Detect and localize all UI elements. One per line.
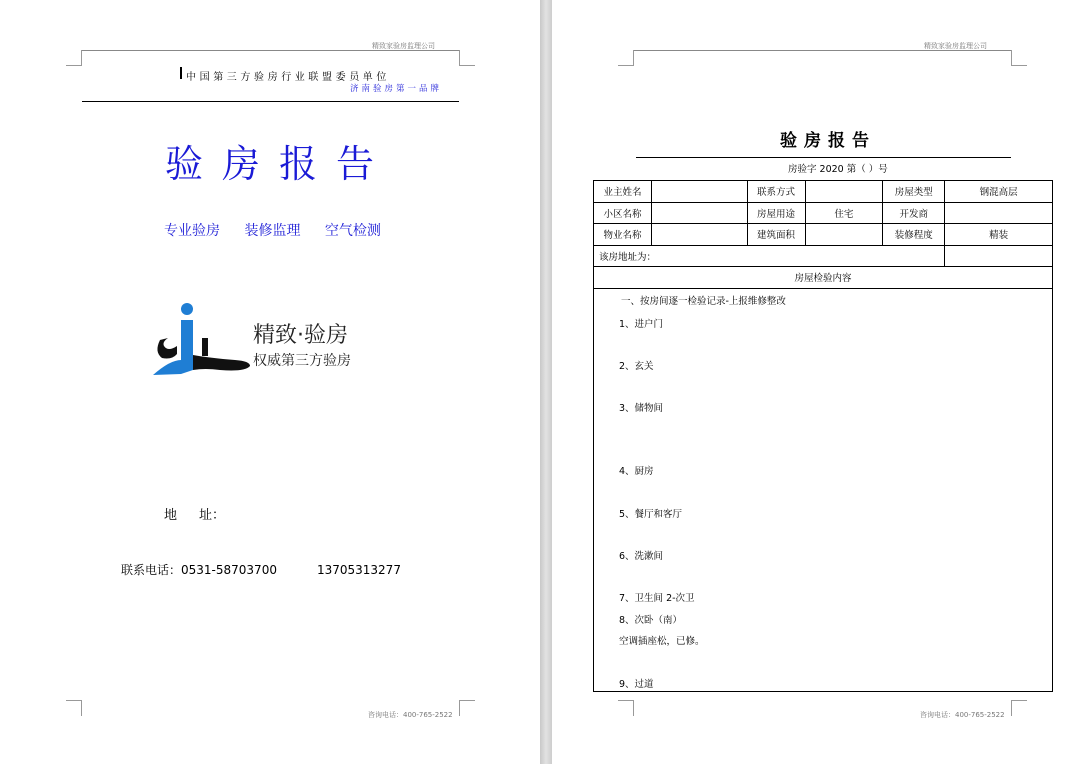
crop-mark-top-right [459,50,475,66]
table-row [594,267,1053,289]
list-item: 一、按房间逐一检验记录-上报维修整改 [621,296,786,307]
service-inspection: 专业验房 [164,223,220,239]
right-footer-note: 咨询电话：400-765-2522 [920,711,1005,719]
brand-subtitle: 济南验房第一品牌 [350,84,443,94]
area-value[interactable] [805,224,883,246]
house-type-value[interactable]: 钢混高层 [945,181,1053,203]
address-extra[interactable] [945,245,1053,267]
report-number: 房验字 2020 第（ ）号 [788,164,888,175]
area-label: 建筑面积 [747,224,805,246]
list-item: 2、玄关 [619,361,654,372]
company-logo-icon [150,300,260,380]
crop-mark-bottom-left-r [618,700,634,716]
section-header: 房屋检验内容 [594,267,1053,289]
usage-label: 房屋用途 [747,202,805,224]
crop-mark-top-left [66,50,82,66]
phone-landline: 0531-58703700 [181,563,277,577]
report-title: 验房报告 [780,131,876,151]
service-air-test: 空气检测 [324,223,381,239]
list-item: 9、过道 [619,679,654,690]
left-page [0,0,540,764]
community-label: 小区名称 [594,202,652,224]
list-item: 6、洗漱间 [619,551,664,562]
right-header-note: 精致家验房监理公司 [924,42,987,50]
page-gutter [540,0,552,764]
union-text: 中国第三方验房行业联盟委员单位 [186,72,390,83]
left-divider [82,101,459,102]
union-bar [180,67,182,79]
decoration-label: 装修程度 [883,224,945,246]
list-item: 空调插座松，已修。 [619,636,705,647]
list-item: 7、卫生间 2-次卫 [619,593,695,604]
decoration-value[interactable]: 精装 [945,224,1053,246]
developer-value[interactable] [945,202,1053,224]
service-supervision: 装修监理 [244,223,301,239]
community-value[interactable] [651,202,747,224]
left-header-note: 精致家验房监理公司 [372,42,435,50]
address-label: 地 址： [164,508,226,523]
address-field[interactable]: 该房地址为： [594,245,945,267]
contact-phone: 联系电话：0531-58703700 13705313277 [121,563,401,577]
left-footer-note: 咨询电话：400-765-2522 [368,711,453,719]
owner-name-value[interactable] [651,181,747,203]
crop-mark-bottom-right [459,700,475,716]
report-title-underline [636,157,1011,158]
list-item: 8、次卧（南） [619,615,683,626]
owner-name-label: 业主姓名 [594,181,652,203]
table-row [594,202,1053,224]
crop-mark-bottom-right-r [1011,700,1027,716]
left-header-line [82,50,459,51]
phone-mobile: 13705313277 [316,563,401,577]
property-value[interactable] [651,224,747,246]
logo-name: 精致·验房 [253,323,348,348]
contact-value[interactable] [805,181,883,203]
contact-label: 联系方式 [747,181,805,203]
table-row [594,181,1053,203]
list-item: 1、进户门 [619,319,664,330]
property-label: 物业名称 [594,224,652,246]
inspection-content-box [593,289,1053,692]
list-item: 3、储物间 [619,403,664,414]
cover-title: 验房报告 [165,142,394,186]
table-row [594,224,1053,246]
right-header-line [634,50,1011,51]
services-row [164,220,401,240]
logo-tagline: 权威第三方验房 [253,353,351,369]
list-item: 4、厨房 [619,466,654,477]
crop-mark-top-left-r [618,50,634,66]
crop-mark-top-right-r [1011,50,1027,66]
developer-label: 开发商 [883,202,945,224]
house-type-label: 房屋类型 [883,181,945,203]
usage-value[interactable]: 住宅 [805,202,883,224]
crop-mark-bottom-left [66,700,82,716]
info-table [593,180,1053,289]
list-item: 5、餐厅和客厅 [619,509,683,520]
table-row [594,245,1053,267]
